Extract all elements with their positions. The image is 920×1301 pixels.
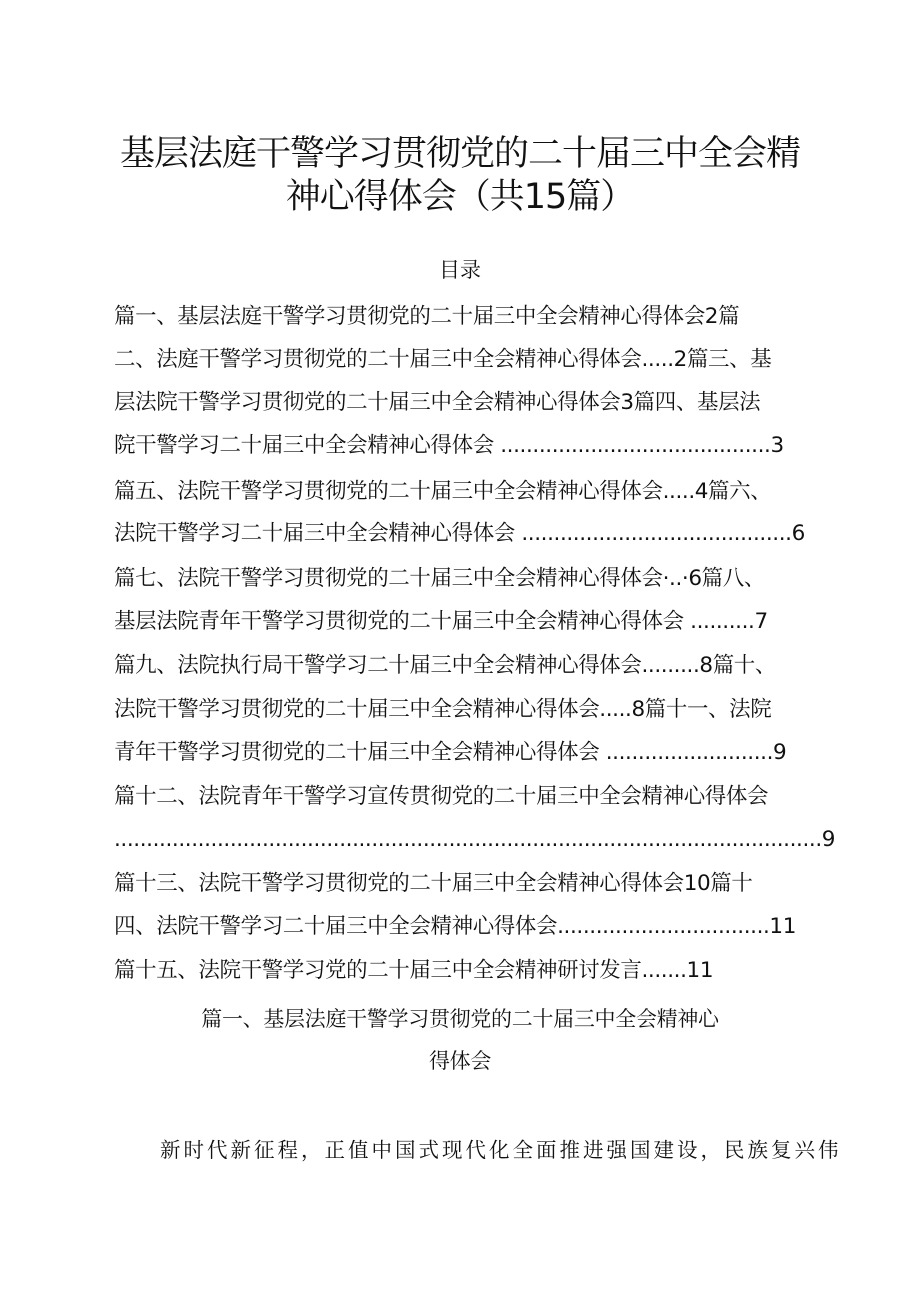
toc-line[interactable]: 篇九、法院执行局干警学习二十届三中全会精神心得体会.........8篇十、 (114, 653, 776, 678)
toc-line[interactable]: 篇十二、法院青年干警学习宣传贯彻党的二十届三中全会精神心得体会 (114, 784, 769, 809)
toc-line[interactable]: 篇一、基层法庭干警学习贯彻党的二十届三中全会精神心得体会2篇 (114, 304, 740, 329)
document-title-line-2: 神心得体会（共15篇） (285, 177, 635, 217)
section-title-line-2: 得体会 (428, 1049, 492, 1073)
toc-line[interactable]: ..............................................................................................................9 (114, 827, 836, 852)
section-title-line-1: 篇一、基层法庭干警学习贯彻党的二十届三中全会精神心 (201, 1007, 719, 1031)
toc-line[interactable]: 法院干警学习二十届三中全会精神心得体会 ..........................................6 (114, 521, 805, 546)
toc-line[interactable]: 篇五、法院干警学习贯彻党的二十届三中全会精神心得体会.....4篇六、 (114, 479, 772, 504)
toc-line[interactable]: 院干警学习二十届三中全会精神心得体会 ..........................................3 (114, 433, 784, 458)
toc-line[interactable]: 篇十五、法院干警学习党的二十届三中全会精神研讨发言.......11 (114, 958, 714, 983)
toc-heading: 目录 (439, 258, 481, 282)
toc-line[interactable]: 四、法院干警学习二十届三中全会精神心得体会.................................11 (114, 914, 796, 939)
toc-line[interactable]: 青年干警学习贯彻党的二十届三中全会精神心得体会 ..........................9 (114, 740, 787, 765)
document-title-line-1: 基层法庭干警学习贯彻党的二十届三中全会精 (119, 134, 800, 174)
toc-line[interactable]: 篇七、法院干警学习贯彻党的二十届三中全会精神心得体会·..·6篇八、 (114, 566, 765, 591)
toc-line[interactable]: 法院干警学习贯彻党的二十届三中全会精神心得体会.....8篇十一、法院 (114, 697, 772, 722)
toc-line[interactable]: 层法院干警学习贯彻党的二十届三中全会精神心得体会3篇四、基层法 (114, 390, 761, 415)
toc-line[interactable]: 二、法庭干警学习贯彻党的二十届三中全会精神心得体会.....2篇三、基 (114, 347, 772, 372)
body-paragraph: 新时代新征程，正值中国式现代化全面推进强国建设，民族复兴伟 (160, 1138, 842, 1162)
toc-line[interactable]: 基层法院青年干警学习贯彻党的二十届三中全会精神心得体会 ..........7 (114, 609, 768, 634)
toc-line[interactable]: 篇十三、法院干警学习贯彻党的二十届三中全会精神心得体会10篇十 (114, 871, 753, 896)
